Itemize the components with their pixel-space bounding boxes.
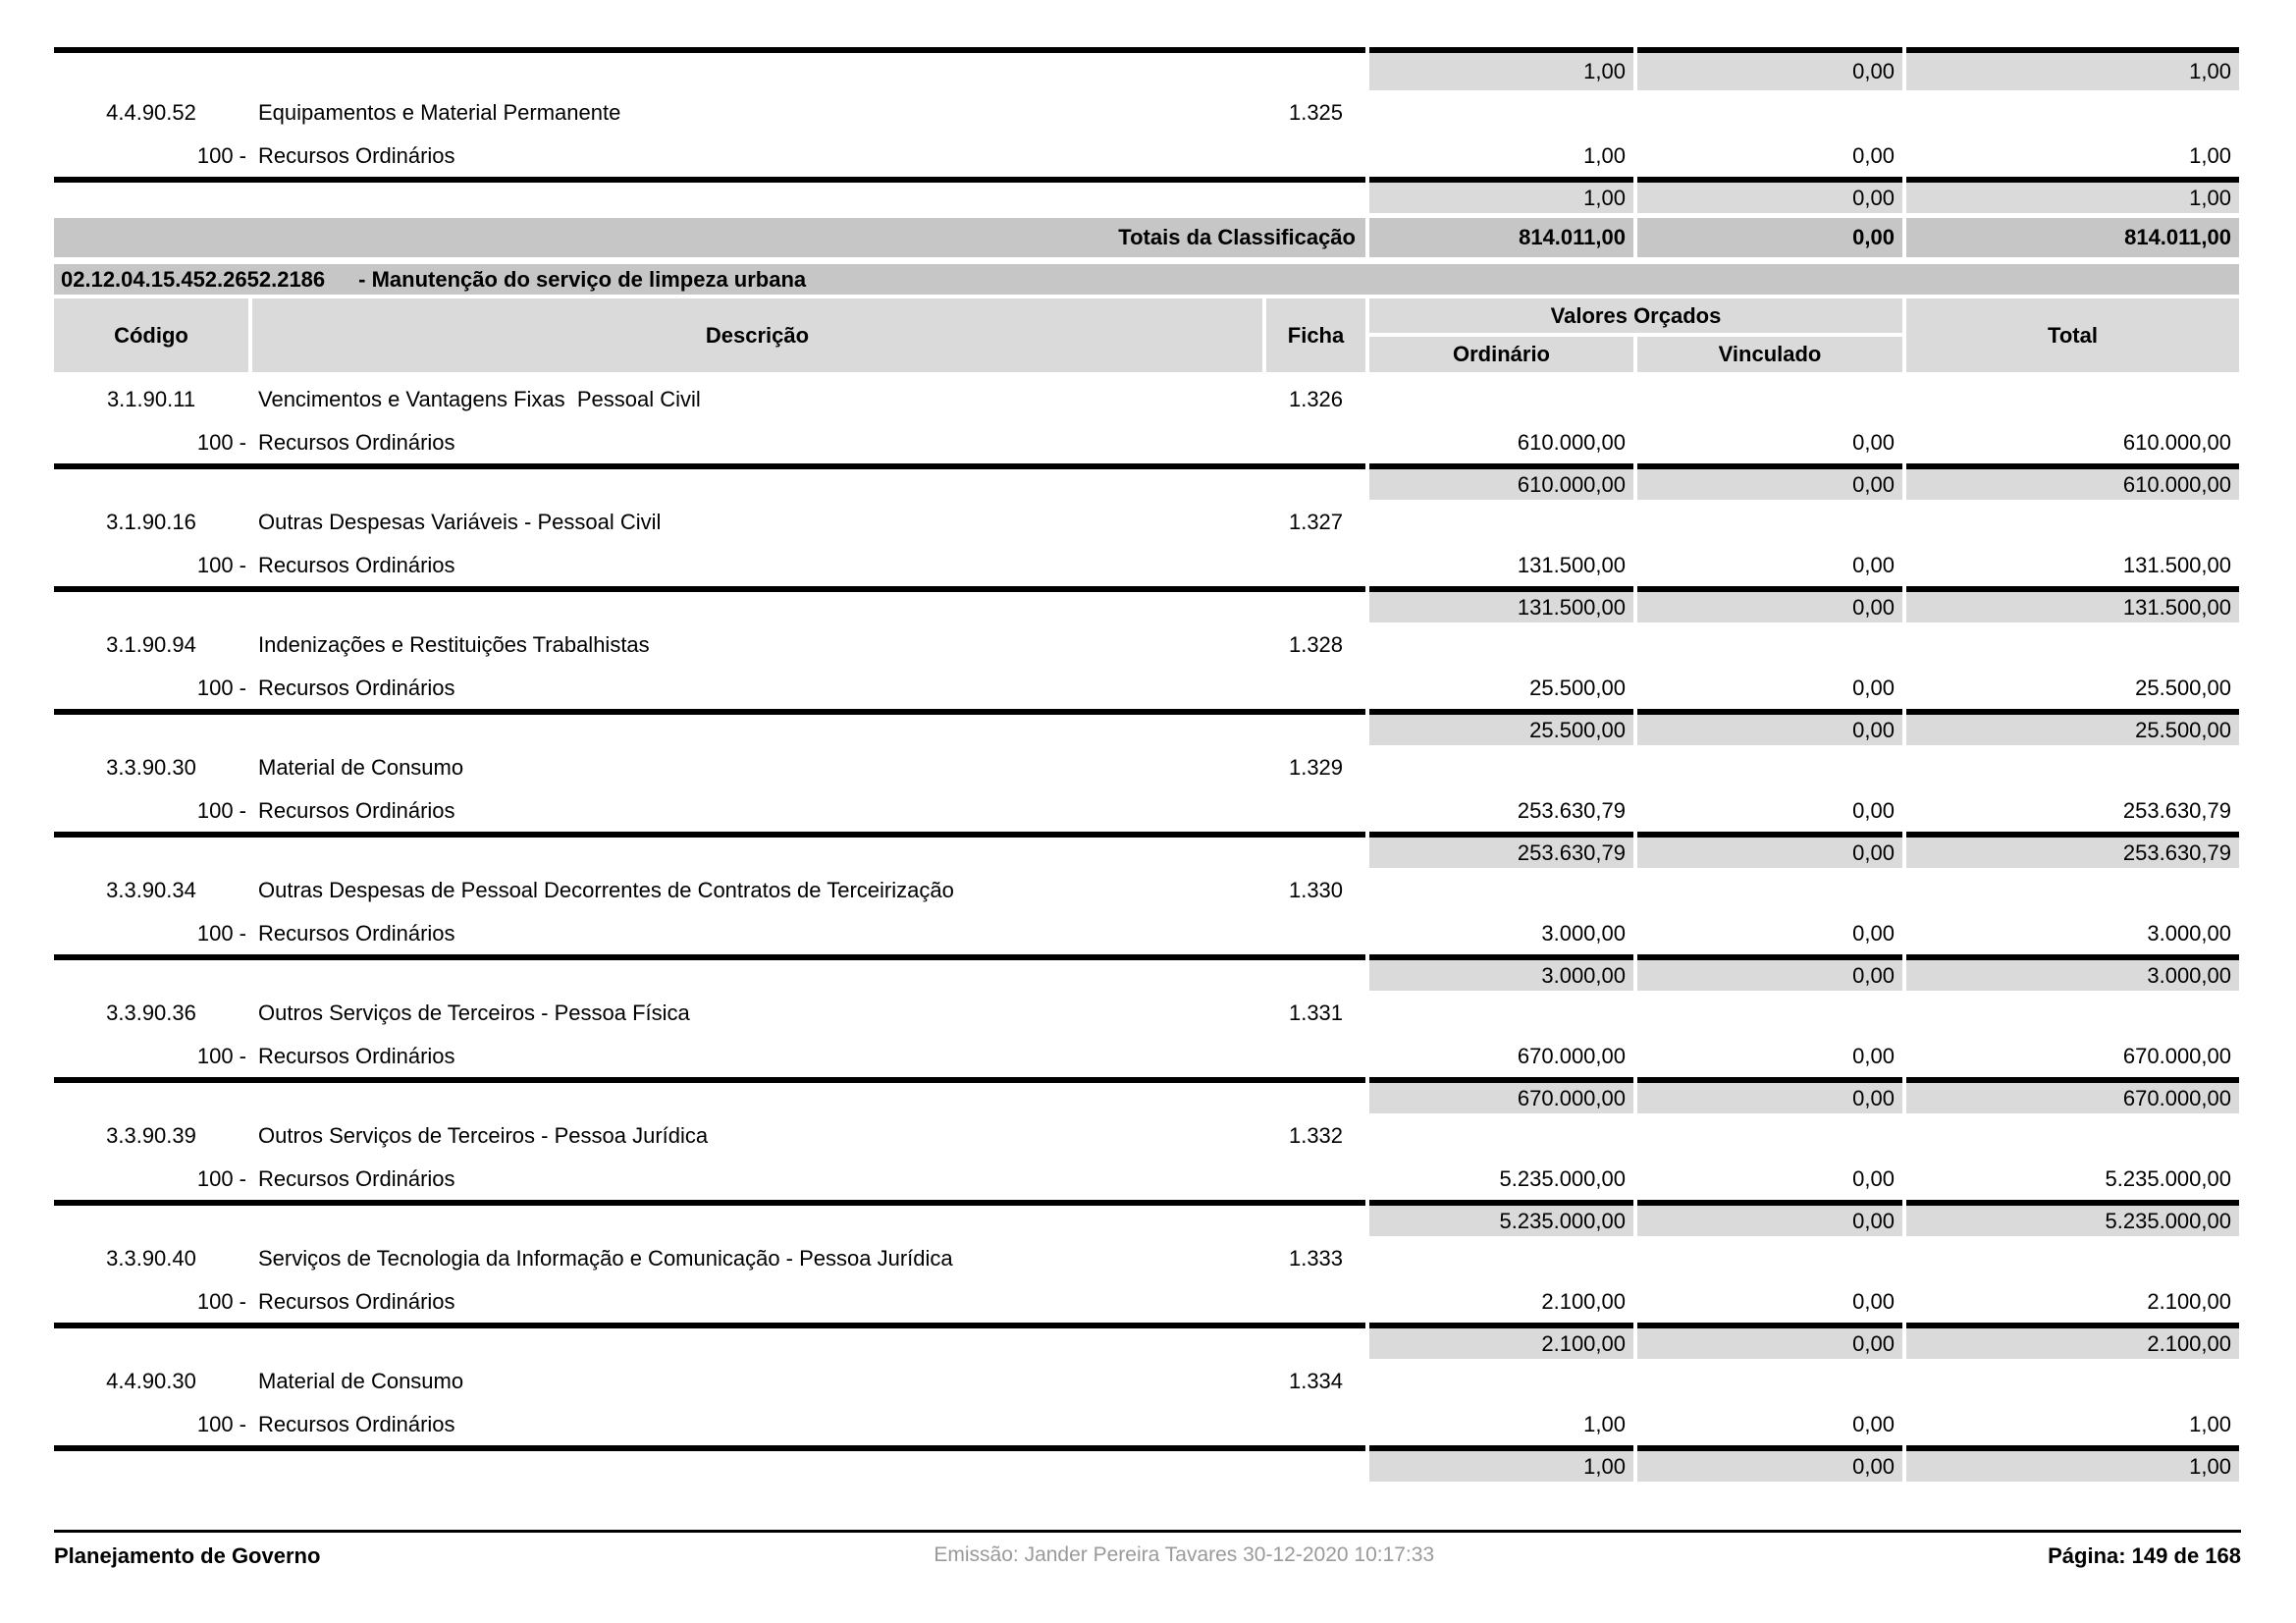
item-code-row: [54, 1236, 2239, 1281]
item-code: 3.3.90.30: [106, 755, 196, 780]
resource-name: Recursos Ordinários: [258, 1289, 455, 1314]
subtotal-vinculado: 0,00: [1637, 183, 1902, 213]
value-total: 1,00: [2189, 1412, 2231, 1436]
item-ficha: 1.325: [1288, 100, 1344, 125]
item-resource-row: [54, 668, 2239, 709]
value-total: 670.000,00: [2122, 1044, 2231, 1068]
item-ficha: 1.331: [1288, 1001, 1344, 1025]
item-description: Material de Consumo: [258, 755, 464, 780]
budget-table: [54, 0, 2239, 1482]
subtotal-total: 1,00: [1906, 53, 2239, 90]
resource-name: Recursos Ordinários: [258, 553, 455, 577]
classification-totals-row: [54, 218, 2239, 257]
subtotal-ordinario: 1,00: [1369, 53, 1633, 90]
item-code-row: [54, 622, 2239, 668]
item-subtotal-row: [54, 960, 2239, 991]
value-total: 3.000,00: [2147, 921, 2231, 946]
item-ficha: 1.332: [1288, 1123, 1344, 1148]
resource-code: 100 -: [196, 430, 246, 455]
item-description: Outras Despesas de Pessoal Decorrentes de Contratos de Terceirização: [258, 878, 954, 902]
item-code-row: [54, 991, 2239, 1036]
resource-name: Recursos Ordinários: [258, 1412, 455, 1436]
value-ordinario: 1,00: [1583, 1412, 1626, 1436]
subtotal-vinculado: 0,00: [1637, 838, 1902, 868]
resource-name: Recursos Ordinários: [258, 1044, 455, 1068]
value-ordinario: 3.000,00: [1541, 921, 1626, 946]
item-subtotal-row: [54, 592, 2239, 622]
table-header-row: [54, 298, 2239, 372]
item-code: 3.3.90.39: [106, 1123, 196, 1148]
value-vinculado: 0,00: [1852, 430, 1895, 455]
subtotal-vinculado: 0,00: [1637, 1083, 1902, 1113]
carry-subtotal-row: [54, 53, 2239, 90]
value-ordinario: 1,00: [1583, 143, 1626, 168]
resource-code: 100 -: [196, 1044, 246, 1068]
item-subtotal-row: [54, 1083, 2239, 1113]
footer-report-name: Planejamento de Governo: [54, 1543, 321, 1568]
item-resource-row: [54, 790, 2239, 832]
resource-code: 100 -: [196, 798, 246, 823]
value-ordinario: 131.500,00: [1517, 553, 1626, 577]
subtotal-total: 670.000,00: [1906, 1083, 2239, 1113]
resource-code: 100 -: [196, 1289, 246, 1314]
subtotal-total: 2.100,00: [1906, 1328, 2239, 1359]
subtotal-ordinario: 1,00: [1369, 183, 1633, 213]
subtotal-ordinario: 670.000,00: [1369, 1083, 1633, 1113]
subtotal-vinculado: 0,00: [1637, 1328, 1902, 1359]
item-ficha: 1.330: [1288, 878, 1344, 902]
value-ordinario: 670.000,00: [1517, 1044, 1626, 1068]
item-code-row: [54, 377, 2239, 422]
item-code: 3.1.90.94: [106, 632, 196, 657]
classification-totals-label: Totais da Classificação: [54, 218, 1365, 257]
subtotal-vinculado: 0,00: [1637, 1206, 1902, 1236]
item-subtotal-row: [54, 1206, 2239, 1236]
subtotal-vinculado: 0,00: [1637, 592, 1902, 622]
item-code-row: [54, 500, 2239, 545]
page-footer: [54, 1543, 2241, 1569]
resource-name: Recursos Ordinários: [258, 798, 455, 823]
item-ficha: 1.328: [1288, 632, 1344, 657]
item-resource-row: [54, 1036, 2239, 1077]
item-subtotal-row: [54, 469, 2239, 500]
value-vinculado: 0,00: [1852, 921, 1895, 946]
subtotal-ordinario: 610.000,00: [1369, 469, 1633, 500]
value-ordinario: 253.630,79: [1517, 798, 1626, 823]
item-subtotal-row: [54, 838, 2239, 868]
value-vinculado: 0,00: [1852, 676, 1895, 700]
resource-code: 100 -: [196, 921, 246, 946]
resource-name: Recursos Ordinários: [258, 430, 455, 455]
item-code: 3.1.90.11: [106, 387, 196, 411]
subtotal-ordinario: 3.000,00: [1369, 960, 1633, 991]
subtotal-vinculado: 0,00: [1637, 469, 1902, 500]
item-subtotal-row: [54, 715, 2239, 745]
subtotal-vinculado: 0,00: [1637, 53, 1902, 90]
subtotal-total: 1,00: [1906, 1451, 2239, 1482]
item-code-row: [54, 745, 2239, 790]
item-code: 3.1.90.16: [106, 510, 196, 534]
resource-name: Recursos Ordinários: [258, 143, 455, 168]
value-ordinario: 25.500,00: [1529, 676, 1626, 700]
item-ficha: 1.333: [1288, 1246, 1344, 1271]
item-ficha: 1.329: [1288, 755, 1344, 780]
item-code: 4.4.90.30: [106, 1369, 196, 1393]
section-title: - Manutenção do serviço de limpeza urbana: [358, 266, 807, 292]
item-resource-row: [54, 913, 2239, 954]
item-ficha: 1.327: [1288, 510, 1344, 534]
item-ficha: 1.326: [1288, 387, 1344, 411]
subtotal-ordinario: 5.235.000,00: [1369, 1206, 1633, 1236]
value-vinculado: 0,00: [1852, 1166, 1895, 1191]
totals-total: 814.011,00: [1906, 218, 2239, 257]
section-header-band: [54, 264, 2239, 295]
value-total: 610.000,00: [2122, 430, 2231, 455]
item-description: Vencimentos e Vantagens Fixas Pessoal Civil: [258, 387, 701, 411]
totals-ordinario: 814.011,00: [1369, 218, 1633, 257]
resource-code: 100 -: [196, 1412, 246, 1436]
value-total: 5.235.000,00: [2105, 1166, 2231, 1191]
item-code: 3.3.90.34: [106, 878, 196, 902]
item-resource-row: [54, 135, 2239, 177]
subtotal-total: 3.000,00: [1906, 960, 2239, 991]
resource-code: 100 -: [196, 676, 246, 700]
value-vinculado: 0,00: [1852, 143, 1895, 168]
resource-name: Recursos Ordinários: [258, 1166, 455, 1191]
item-code-row: [54, 1359, 2239, 1404]
subtotal-total: 253.630,79: [1906, 838, 2239, 868]
subtotal-ordinario: 1,00: [1369, 1451, 1633, 1482]
item-description: Serviços de Tecnologia da Informação e Comunicação - Pessoa Jurídica: [258, 1246, 953, 1271]
item-description: Outras Despesas Variáveis - Pessoal Civil: [258, 510, 662, 534]
resource-name: Recursos Ordinários: [258, 676, 455, 700]
item-code-row: [54, 1113, 2239, 1159]
value-vinculado: 0,00: [1852, 1044, 1895, 1068]
item-code: 4.4.90.52: [106, 100, 196, 125]
subtotal-total: 1,00: [1906, 183, 2239, 213]
value-ordinario: 2.100,00: [1541, 1289, 1626, 1314]
totals-vinculado: 0,00: [1637, 218, 1902, 257]
footer-divider: [54, 1530, 2241, 1533]
value-total: 2.100,00: [2147, 1289, 2231, 1314]
subtotal-ordinario: 25.500,00: [1369, 715, 1633, 745]
resource-code: 100 -: [196, 143, 246, 168]
header-descricao: Descrição: [252, 298, 1262, 372]
subtotal-vinculado: 0,00: [1637, 1451, 1902, 1482]
item-subtotal-row: [54, 1328, 2239, 1359]
header-ficha: Ficha: [1266, 298, 1365, 372]
value-total: 253.630,79: [2122, 798, 2231, 823]
value-ordinario: 610.000,00: [1517, 430, 1626, 455]
subtotal-ordinario: 131.500,00: [1369, 592, 1633, 622]
resource-code: 100 -: [196, 1166, 246, 1191]
subtotal-vinculado: 0,00: [1637, 715, 1902, 745]
value-vinculado: 0,00: [1852, 1412, 1895, 1436]
value-total: 131.500,00: [2122, 553, 2231, 577]
footer-emission-info: Emissão: Jander Pereira Tavares 30-12-2020 10:17:33: [934, 1543, 1435, 1566]
subtotal-total: 610.000,00: [1906, 469, 2239, 500]
item-description: Material de Consumo: [258, 1369, 464, 1393]
value-total: 25.500,00: [2135, 676, 2231, 700]
item-resource-row: [54, 1281, 2239, 1323]
item-code-row: [54, 868, 2239, 913]
item-description: Outros Serviços de Terceiros - Pessoa Física: [258, 1001, 690, 1025]
subtotal-vinculado: 0,00: [1637, 960, 1902, 991]
subtotal-ordinario: 2.100,00: [1369, 1328, 1633, 1359]
footer-page-number: Página: 149 de 168: [2048, 1543, 2241, 1568]
item-resource-row: [54, 1404, 2239, 1445]
resource-code: 100 -: [196, 553, 246, 577]
header-total: Total: [1906, 298, 2239, 372]
item-resource-row: [54, 545, 2239, 586]
item-code: 3.3.90.36: [106, 1001, 196, 1025]
item-resource-row: [54, 1159, 2239, 1200]
item-code-row: [54, 90, 2239, 135]
value-vinculado: 0,00: [1852, 553, 1895, 577]
value-vinculado: 0,00: [1852, 1289, 1895, 1314]
item-description: Indenizações e Restituições Trabalhistas: [258, 632, 650, 657]
header-vinculado: Vinculado: [1637, 337, 1902, 372]
item-code: 3.3.90.40: [106, 1246, 196, 1271]
subtotal-total: 131.500,00: [1906, 592, 2239, 622]
header-ordinario: Ordinário: [1369, 337, 1633, 372]
resource-name: Recursos Ordinários: [258, 921, 455, 946]
value-total: 1,00: [2189, 143, 2231, 168]
value-vinculado: 0,00: [1852, 798, 1895, 823]
value-ordinario: 5.235.000,00: [1499, 1166, 1626, 1191]
item-resource-row: [54, 422, 2239, 463]
header-valores-orcados: Valores Orçados: [1369, 298, 1902, 333]
item-description: Equipamentos e Material Permanente: [258, 100, 621, 125]
item-description: Outros Serviços de Terceiros - Pessoa Jurídica: [258, 1123, 709, 1148]
item-ficha: 1.334: [1288, 1369, 1344, 1393]
subtotal-total: 5.235.000,00: [1906, 1206, 2239, 1236]
item-subtotal-row: [54, 1451, 2239, 1482]
header-codigo: Código: [54, 298, 248, 372]
section-code: 02.12.04.15.452.2652.2186: [61, 266, 326, 292]
subtotal-ordinario: 253.630,79: [1369, 838, 1633, 868]
subtotal-total: 25.500,00: [1906, 715, 2239, 745]
item-subtotal-row: [54, 183, 2239, 213]
